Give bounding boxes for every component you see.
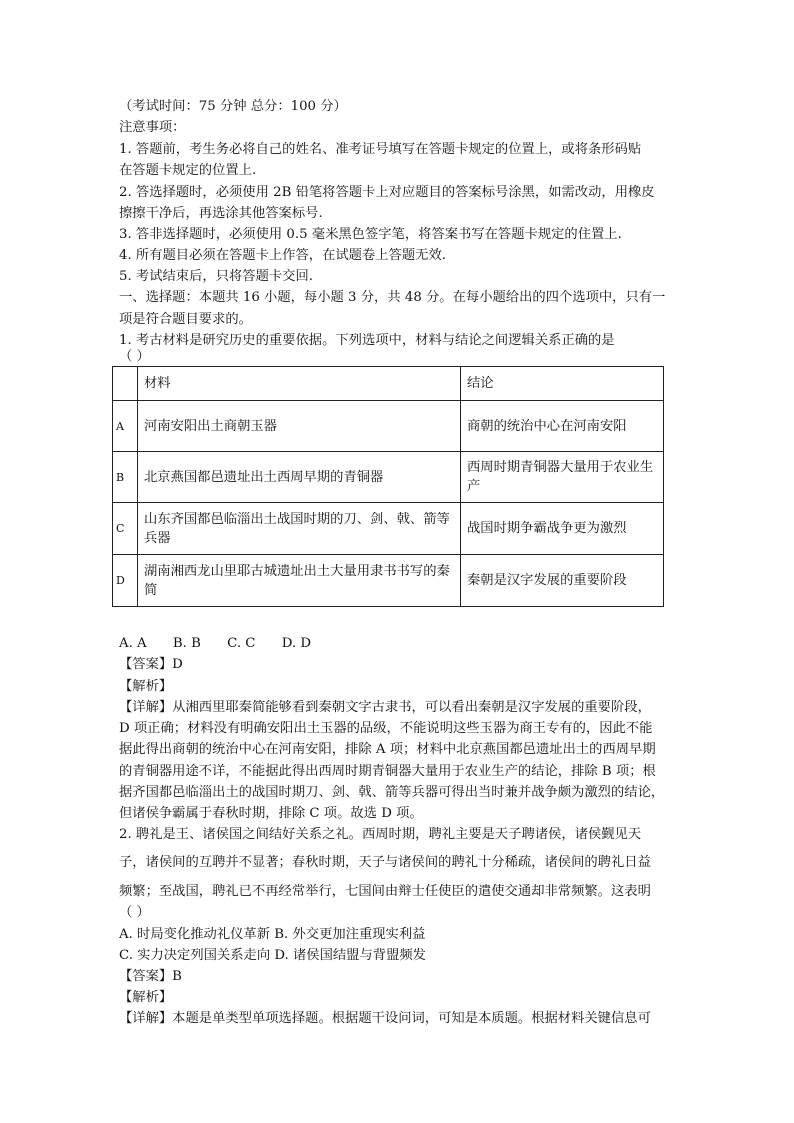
table-header-conclusion: 结论	[461, 367, 664, 401]
note-line: 1. 答题前，考生务必将自己的姓名、准考证号填写在答题卡规定的位置上，或将条形码贴	[119, 142, 642, 157]
q2-options-row: C. 实力决定列国关系走向 D. 诸侯国结盟与背盟频发	[119, 948, 426, 963]
q1-analysis-title: 【解析】	[119, 679, 173, 694]
note-line: 4. 所有题目必须在答题卡上作答，在试题卷上答题无效.	[119, 248, 446, 263]
notes-title: 注意事项：	[119, 120, 186, 135]
row-conclusion: 西周时期青铜器大量用于农业生产	[461, 452, 664, 503]
row-material: 山东齐国都邑临淄出土战国时期的刀、剑、戟、箭等兵器	[138, 503, 461, 555]
q2-analysis-title: 【解析】	[119, 990, 173, 1005]
q1-answer: 【答案】D	[119, 657, 183, 672]
note-line: 2. 答选择题时，必须使用 2B 铅笔将答题卡上对应题目的答案标号涂黑，如需改动，用橡皮	[119, 185, 655, 200]
q1-detail-line: 据此得出商朝的统治中心在河南安阳，排除 A 项；材料中北京燕国都邑遗址出土的西周早期	[119, 742, 656, 757]
q2-stem: 子，诸侯间的互聘并不显著；春秋时期，天子与诸侯间的聘礼十分稀疏，诸侯间的聘礼日益	[119, 855, 651, 870]
q1-option-a: A. A	[119, 636, 147, 651]
row-material: 河南安阳出土商朝玉器	[138, 401, 461, 452]
q2-stem-blank: （ ）	[119, 905, 150, 920]
table-row	[113, 401, 664, 452]
row-conclusion: 战国时期争霸战争更为激烈	[461, 503, 664, 555]
row-material: 北京燕国都邑遗址出土西周早期的青铜器	[138, 452, 461, 503]
note-line: 3. 答非选择题时，必须使用 0.5 毫米黑色签字笔，将答案书写在答题卡规定的住置上.	[119, 227, 622, 242]
note-line: 擦擦干净后，再选涂其他答案标号.	[119, 206, 323, 221]
q2-detail-line: 【详解】本题是单类型单项选择题。根据题干设问词，可知是本质题。根据材料关键信息可	[119, 1011, 651, 1026]
section-heading-cont: 项是符合题目要求的。	[119, 312, 252, 327]
q1-option-c: C. C	[227, 636, 256, 651]
q1-detail-line: 据齐国都邑临淄出土的战国时期刀、剑、戟、箭等兵器可得出当时兼并战争颇为激烈的结论，	[119, 785, 665, 800]
row-key: D	[113, 555, 138, 607]
q1-options	[119, 634, 333, 653]
table-corner-cell	[113, 367, 138, 401]
q2-stem: 2. 聘礼是王、诸侯国之间结好关系之礼。西周时期，聘礼主要是天子聘诸侯，诸侯觐见天	[119, 827, 642, 842]
q1-stem-blank: （ ）	[119, 349, 150, 364]
q1-stem: 1. 考古材料是研究历史的重要依据。下列选项中，材料与结论之间逻辑关系正确的是	[119, 333, 615, 348]
row-conclusion: 商朝的统治中心在河南安阳	[461, 401, 664, 452]
table-header-material: 材料	[138, 367, 461, 401]
row-material: 湖南湘西龙山里耶古城遗址出土大量用隶书书写的秦简	[138, 555, 461, 607]
q1-option-d: D. D	[281, 636, 312, 651]
section-heading: 一、选择题：本题共 16 小题，每小题 3 分，共 48 分。在每小题给出的四个选项中，只有一	[119, 290, 666, 305]
q1-option-b: B. B	[172, 636, 201, 651]
note-line: 5. 考试结束后，只将答题卡交回.	[119, 269, 313, 284]
q1-detail-line: 但诸侯争霸属于春秋时期，排除 C 项。故选 D 项。	[119, 806, 423, 821]
row-conclusion: 秦朝是汉字发展的重要阶段	[461, 555, 664, 607]
exam-info: （考试时间：75 分钟 总分：100 分）	[119, 99, 347, 114]
q1-detail-line: 的青铜器用途不详，不能据此得出西周时期青铜器大量用于农业生产的结论，排除 B 项；根	[119, 764, 656, 779]
table-row	[113, 555, 664, 607]
q1-table	[112, 366, 664, 607]
q2-answer: 【答案】B	[119, 969, 182, 984]
q2-options-row: A. 时局变化推动礼仪革新 B. 外交更加注重现实利益	[119, 927, 426, 942]
table-row	[113, 503, 664, 555]
row-key: A	[113, 401, 138, 452]
row-key: C	[113, 503, 138, 555]
table-header-row	[113, 367, 664, 401]
q1-detail-line: 【详解】从湘西里耶秦简能够看到秦朝文字古隶书，可以看出秦朝是汉字发展的重要阶段，	[119, 700, 651, 715]
q1-detail-line: D 项正确；材料没有明确安阳出土玉器的品级，不能说明这些玉器为商王专有的，因此不能	[119, 721, 653, 736]
q2-stem: 频繁；至战国，聘礼已不再经常举行，七国间由辩士任使臣的遣使交通却非常频繁。这表明	[119, 884, 651, 899]
table-row	[113, 452, 664, 503]
note-line: 在答题卡规定的位置上.	[119, 163, 257, 178]
row-key: B	[113, 452, 138, 503]
